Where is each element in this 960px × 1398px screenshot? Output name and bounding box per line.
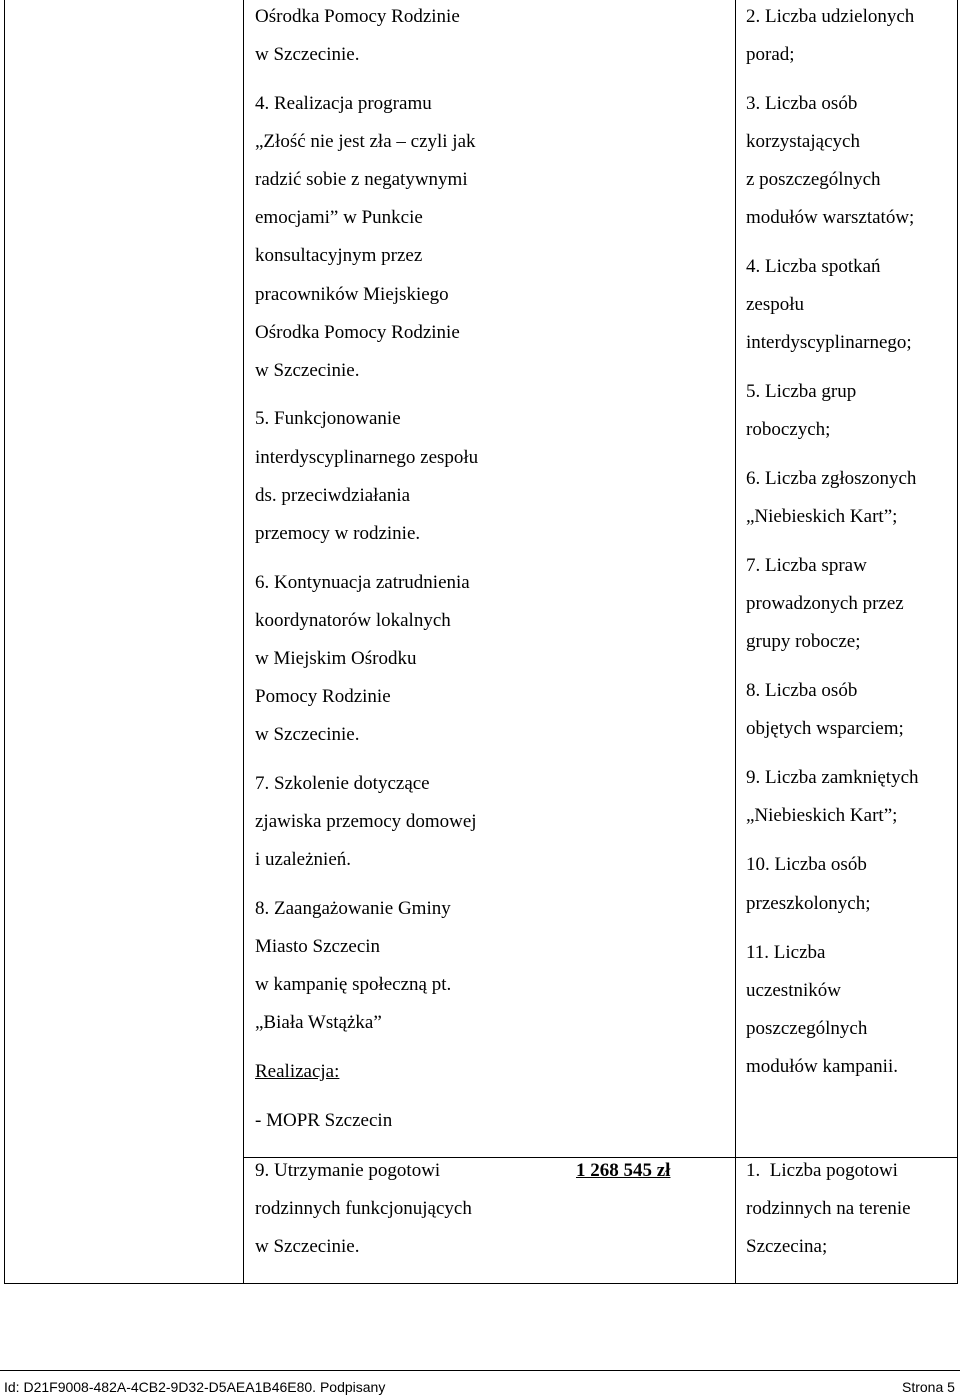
indicator-line: 7. Liczba spraw <box>746 555 867 576</box>
indicator-line: uczestników <box>746 980 841 1001</box>
document-id: Id: D21F9008-482A-4CB2-9D32-D5AEA1B46E80. Podpisany <box>4 1379 386 1395</box>
amount-value: 1 268 545 zł <box>576 1160 671 1181</box>
task-line: w Szczecinie. <box>255 1236 360 1257</box>
task-line: 7. Szkolenie dotyczące <box>255 773 430 794</box>
task-line: koordynatorów lokalnych <box>255 610 451 631</box>
task-line: 9. Utrzymanie pogotowi <box>255 1160 441 1181</box>
task-line: przemocy w rodzinie. <box>255 523 421 544</box>
table-border-right <box>957 0 958 1284</box>
task-line: ds. przeciwdziałania <box>255 485 411 506</box>
indicator-line: porad; <box>746 44 795 65</box>
task-line: w kampanię społeczną pt. <box>255 974 452 995</box>
task-line: 4. Realizacja programu <box>255 93 432 114</box>
task-line: 8. Zaangażowanie Gminy <box>255 898 451 919</box>
page-number: Strona 5 <box>902 1379 955 1395</box>
indicator-line: modułów warsztatów; <box>746 207 915 228</box>
indicator-line: korzystających <box>746 131 860 152</box>
indicator-cell-row2 <box>746 1158 956 1283</box>
indicator-line: 8. Liczba osób <box>746 680 858 701</box>
indicator-line: 6. Liczba zgłoszonych <box>746 468 917 489</box>
table-border-col1 <box>243 0 244 1284</box>
task-line: „Złość nie jest zła – czyli jak <box>255 131 476 152</box>
task-line: „Biała Wstążka” <box>255 1012 382 1033</box>
task-line: Ośrodka Pomocy Rodzinie <box>255 322 460 343</box>
indicator-line: 1. Liczba pogotowi <box>746 1160 898 1181</box>
indicator-line: 3. Liczba osób <box>746 93 858 114</box>
indicator-line: 5. Liczba grup <box>746 381 857 402</box>
indicator-line: 10. Liczba osób <box>746 854 867 875</box>
document-footer <box>0 1370 960 1398</box>
task-line: Ośrodka Pomocy Rodzinie <box>255 6 460 27</box>
indicator-line: zespołu <box>746 294 805 315</box>
indicator-line: 2. Liczba udzielonych <box>746 6 915 27</box>
task-line: w Miejskim Ośrodku <box>255 648 417 669</box>
task-line: i uzależnień. <box>255 849 352 870</box>
task-line: 5. Funkcjonowanie <box>255 408 401 429</box>
indicator-line: prowadzonych przez <box>746 593 904 614</box>
task-cell-row1 <box>255 0 730 1157</box>
footer-top-rule <box>0 1370 960 1371</box>
indicator-line: „Niebieskich Kart”; <box>746 805 898 826</box>
task-line: - MOPR Szczecin <box>255 1110 393 1131</box>
task-line: emocjami” w Punkcie <box>255 207 423 228</box>
indicator-line: z poszczególnych <box>746 169 881 190</box>
task-line: pracowników Miejskiego <box>255 284 449 305</box>
task-line: 6. Kontynuacja zatrudnienia <box>255 572 470 593</box>
task-line: Pomocy Rodzinie <box>255 686 391 707</box>
task-line: rodzinnych funkcjonujących <box>255 1198 472 1219</box>
indicator-line: 4. Liczba spotkań <box>746 256 881 277</box>
task-line: zjawiska przemocy domowej <box>255 811 477 832</box>
task-line: Miasto Szczecin <box>255 936 381 957</box>
task-cell-row2 <box>255 1158 555 1283</box>
indicator-line: poszczególnych <box>746 1018 868 1039</box>
table-border-left <box>4 0 5 1284</box>
indicator-line: modułów kampanii. <box>746 1056 898 1077</box>
indicator-line: interdyscyplinarnego; <box>746 332 912 353</box>
indicator-line: rodzinnych na terenie <box>746 1198 911 1219</box>
table-border-col3 <box>735 0 736 1284</box>
indicator-line: Szczecina; <box>746 1236 828 1257</box>
indicator-line: „Niebieskich Kart”; <box>746 506 898 527</box>
indicator-line: 9. Liczba zamkniętych <box>746 767 919 788</box>
task-line: w Szczecinie. <box>255 724 360 745</box>
indicator-line: objętych wsparciem; <box>746 718 904 739</box>
indicator-line: grupy robocze; <box>746 631 861 652</box>
task-line: radzić sobie z negatywnymi <box>255 169 468 190</box>
indicator-line: 11. Liczba <box>746 942 826 963</box>
task-line: w Szczecinie. <box>255 44 360 65</box>
task-line: interdyscyplinarnego zespołu <box>255 447 479 468</box>
task-line: konsultacyjnym przez <box>255 245 423 266</box>
table-border-bottom <box>4 1283 958 1284</box>
realization-label: Realizacja: <box>255 1061 340 1082</box>
indicator-cell-row1 <box>746 0 956 1157</box>
indicator-line: przeszkolonych; <box>746 893 871 914</box>
task-line: w Szczecinie. <box>255 360 360 381</box>
indicator-line: roboczych; <box>746 419 831 440</box>
